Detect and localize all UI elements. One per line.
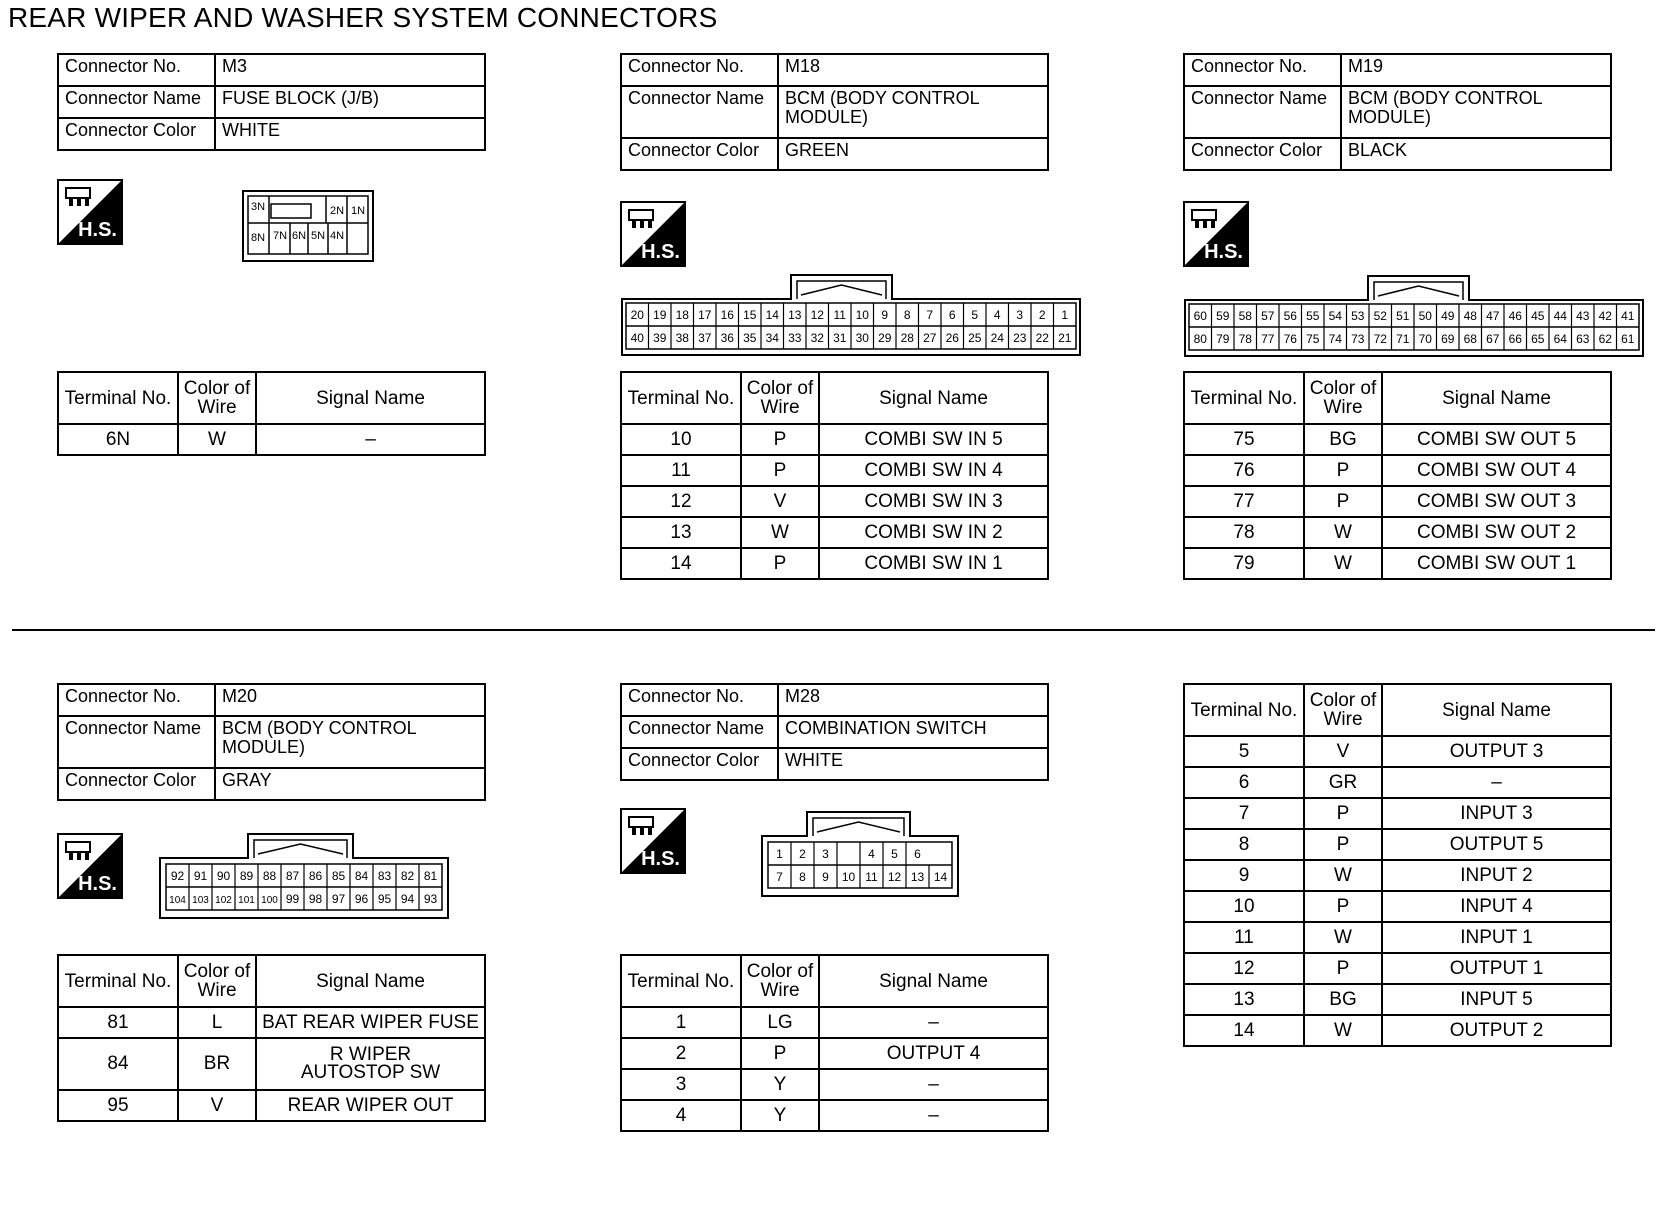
table-row: 14 W OUTPUT 2 (1184, 1015, 1611, 1046)
connector-info-m19 (1183, 53, 1612, 171)
pin-label: 31 (833, 331, 847, 345)
hs-label: H.S. (1204, 241, 1243, 263)
pin-label: 4 (868, 847, 875, 861)
pin-label: 94 (400, 892, 415, 906)
pin-label: 5N (310, 230, 326, 242)
pin-label: 24 (990, 331, 1004, 345)
terminal-no-header: Terminal No. (621, 372, 741, 424)
pin-label: 10 (841, 870, 856, 884)
terminal-table-m28-a (620, 954, 1049, 1132)
connector-pinout (1183, 274, 1645, 358)
pin-label: 6N (291, 230, 307, 242)
connector-name-value: COMBINATION SWITCH (778, 716, 1048, 748)
hs-badge-m20 (57, 833, 123, 899)
connector-face-m19 (1183, 274, 1645, 358)
pin-label: 50 (1418, 309, 1432, 323)
pin-label: 28 (900, 331, 914, 345)
pin-label: 97 (331, 892, 346, 906)
pin-label: 5 (891, 847, 898, 861)
pin-label: 75 (1306, 332, 1320, 346)
terminal-no-header: Terminal No. (1184, 372, 1304, 424)
pin-label: 93 (423, 892, 438, 906)
pin-label: 76 (1283, 332, 1297, 346)
table-row: 13 W COMBI SW IN 2 (621, 517, 1048, 548)
connector-color-value: WHITE (215, 118, 485, 150)
connector-color-value: WHITE (778, 748, 1048, 780)
pin-label: 3 (822, 847, 829, 861)
pin-label: 40 (630, 331, 644, 345)
terminal-table-m19 (1183, 371, 1612, 580)
pin-label: 92 (170, 869, 185, 883)
connector-name-value: FUSE BLOCK (J/B) (215, 86, 485, 118)
pin-label: 6 (914, 847, 921, 861)
pin-label: 35 (743, 331, 757, 345)
pin-label: 62 (1598, 332, 1612, 346)
connector-plug-icon (64, 186, 94, 208)
pin-label: 32 (810, 331, 824, 345)
pin-label: 4N (329, 230, 345, 242)
connector-color-value: BLACK (1341, 138, 1611, 170)
pin-label: 86 (308, 869, 323, 883)
pin-label: 2 (1038, 308, 1046, 322)
pin-label: 83 (377, 869, 392, 883)
pin-label: 57 (1261, 309, 1275, 323)
pin-label: 14 (765, 308, 779, 322)
terminal-no-header: Terminal No. (621, 955, 741, 1007)
pin-label: 14 (933, 870, 948, 884)
pin-label: 59 (1216, 309, 1230, 323)
connector-no-value: M19 (1341, 54, 1611, 86)
pin-label: 1 (1061, 308, 1069, 322)
pin-label: 54 (1328, 309, 1342, 323)
connector-color-value: GREEN (778, 138, 1048, 170)
pin-label: 22 (1035, 331, 1049, 345)
pin-label: 12 (887, 870, 902, 884)
table-row: 1 LG – (621, 1007, 1048, 1038)
connector-name-label: Connector Name (621, 86, 778, 138)
table-row: 81 L BAT REAR WIPER FUSE (58, 1007, 485, 1038)
pin-label: 81 (423, 869, 438, 883)
terminal-table-m3 (57, 371, 486, 456)
pin-label: 102 (215, 895, 232, 906)
pin-label: 48 (1463, 309, 1477, 323)
pin-label: 15 (743, 308, 757, 322)
pin-label: 34 (765, 331, 779, 345)
table-row: 84 BR R WIPER AUTOSTOP SW (58, 1038, 485, 1090)
pin-label: 85 (331, 869, 346, 883)
pin-label: 2 (799, 847, 806, 861)
pin-label: 56 (1283, 309, 1297, 323)
table-row: 14 P COMBI SW IN 1 (621, 548, 1048, 579)
pin-label: 42 (1598, 309, 1612, 323)
pin-label: 29 (878, 331, 892, 345)
pin-label: 1 (776, 847, 783, 861)
pin-label: 44 (1553, 309, 1567, 323)
pin-label: 8N (250, 232, 266, 244)
connector-name-label: Connector Name (58, 86, 215, 118)
pin-label: 27 (923, 331, 937, 345)
connector-color-label: Connector Color (621, 748, 778, 780)
table-row: 12 V COMBI SW IN 3 (621, 486, 1048, 517)
table-row: 75 BG COMBI SW OUT 5 (1184, 424, 1611, 455)
hs-label: H.S. (641, 848, 680, 870)
connector-no-label: Connector No. (1184, 54, 1341, 86)
terminal-table-m18 (620, 371, 1049, 580)
signal-name-header: Signal Name (256, 955, 485, 1007)
pin-label: 77 (1261, 332, 1275, 346)
pin-label: 103 (192, 895, 209, 906)
table-row: 11 P COMBI SW IN 4 (621, 455, 1048, 486)
pin-label: 6 (948, 308, 956, 322)
pin-label: 82 (400, 869, 415, 883)
connector-no-value: M28 (778, 684, 1048, 716)
table-row: 9 W INPUT 2 (1184, 860, 1611, 891)
pin-label: 63 (1576, 332, 1590, 346)
wire-color-header: Color of Wire (1304, 684, 1382, 736)
pin-label: 74 (1328, 332, 1342, 346)
connector-face-m3 (242, 190, 374, 264)
signal-name-header: Signal Name (1382, 372, 1611, 424)
table-row: 13 BG INPUT 5 (1184, 984, 1611, 1015)
table-row: 8 P OUTPUT 5 (1184, 829, 1611, 860)
pin-label: 58 (1238, 309, 1252, 323)
connector-info-m18 (620, 53, 1049, 171)
pin-label: 49 (1441, 309, 1455, 323)
pin-label: 8 (903, 308, 911, 322)
connector-name-value: BCM (BODY CONTROL MODULE) (215, 716, 485, 768)
pin-label: 100 (261, 895, 278, 906)
pin-label: 84 (354, 869, 369, 883)
pin-label: 46 (1508, 309, 1522, 323)
connector-color-label: Connector Color (1184, 138, 1341, 170)
terminal-table-m28-b (1183, 683, 1612, 1047)
pin-label: 53 (1351, 309, 1365, 323)
pin-label: 79 (1216, 332, 1230, 346)
pin-label: 20 (630, 308, 644, 322)
pin-label: 13 (910, 870, 925, 884)
pin-label: 52 (1373, 309, 1387, 323)
connector-info-m20 (57, 683, 486, 801)
table-row: 95 V REAR WIPER OUT (58, 1090, 485, 1121)
pin-label: 30 (855, 331, 869, 345)
connector-name-label: Connector Name (1184, 86, 1341, 138)
pin-label: 9 (881, 308, 889, 322)
pin-label: 19 (653, 308, 667, 322)
table-row: 79 W COMBI SW OUT 1 (1184, 548, 1611, 579)
pin-label: 21 (1058, 331, 1072, 345)
pin-label: 16 (720, 308, 734, 322)
connector-face-m20 (158, 832, 450, 920)
pin-label: 8 (799, 870, 806, 884)
pin-label: 99 (285, 892, 300, 906)
wire-color-header: Color of Wire (741, 372, 819, 424)
pin-label: 70 (1418, 332, 1432, 346)
pin-label: 41 (1621, 309, 1635, 323)
pin-label: 11 (833, 308, 846, 322)
pin-label: 66 (1508, 332, 1522, 346)
pin-label: 18 (675, 308, 689, 322)
connector-color-label: Connector Color (58, 768, 215, 800)
pin-label: 98 (308, 892, 323, 906)
pin-label: 88 (262, 869, 277, 883)
pin-label: 89 (239, 869, 254, 883)
pin-label: 69 (1441, 332, 1455, 346)
connector-name-label: Connector Name (58, 716, 215, 768)
table-row: 11 W INPUT 1 (1184, 922, 1611, 953)
connector-name-value: BCM (BODY CONTROL MODULE) (778, 86, 1048, 138)
hs-badge-m19 (1183, 201, 1249, 267)
pin-label: 80 (1193, 332, 1207, 346)
connector-pinout (760, 810, 960, 898)
hs-badge-m3 (57, 179, 123, 245)
connector-no-value: M3 (215, 54, 485, 86)
connector-name-label: Connector Name (621, 716, 778, 748)
terminal-no-header: Terminal No. (58, 955, 178, 1007)
pin-label: 104 (169, 895, 186, 906)
pin-label: 45 (1531, 309, 1545, 323)
table-row: 6 GR – (1184, 767, 1611, 798)
pin-label: 87 (285, 869, 300, 883)
connector-face-m28 (760, 810, 960, 898)
pin-label: 47 (1486, 309, 1500, 323)
m3-blank-slot (271, 204, 311, 218)
pin-label: 96 (354, 892, 369, 906)
pin-label: 39 (653, 331, 667, 345)
connector-no-label: Connector No. (621, 54, 778, 86)
connector-color-value: GRAY (215, 768, 485, 800)
pin-label: 11 (865, 870, 878, 884)
pin-label: 23 (1013, 331, 1027, 345)
table-row: 3 Y – (621, 1069, 1048, 1100)
table-row: 10 P COMBI SW IN 5 (621, 424, 1048, 455)
connector-plug-icon (627, 208, 657, 230)
pin-label: 37 (698, 331, 712, 345)
table-row: 77 P COMBI SW OUT 3 (1184, 486, 1611, 517)
connector-info-m28 (620, 683, 1049, 781)
table-row: 4 Y – (621, 1100, 1048, 1131)
pin-label: 73 (1351, 332, 1365, 346)
terminal-no-header: Terminal No. (1184, 684, 1304, 736)
pin-label: 5 (971, 308, 979, 322)
connector-plug-icon (1190, 208, 1220, 230)
hs-label: H.S. (641, 241, 680, 263)
section-divider (12, 629, 1655, 631)
pin-label: 3 (1016, 308, 1024, 322)
connector-color-label: Connector Color (621, 138, 778, 170)
connector-pinout (620, 273, 1082, 357)
pin-label: 51 (1396, 309, 1410, 323)
pin-label: 26 (945, 331, 959, 345)
connector-pinout (158, 832, 450, 920)
pin-label: 7 (776, 870, 783, 884)
terminal-table-m20 (57, 954, 486, 1122)
table-row: 5 V OUTPUT 3 (1184, 736, 1611, 767)
wire-color-header: Color of Wire (741, 955, 819, 1007)
pin-label: 36 (720, 331, 734, 345)
pin-label: 7 (926, 308, 934, 322)
pin-label: 72 (1373, 332, 1387, 346)
signal-name-header: Signal Name (819, 955, 1048, 1007)
pin-label: 2N (329, 205, 345, 217)
connector-no-label: Connector No. (621, 684, 778, 716)
wire-color-header: Color of Wire (178, 372, 256, 424)
hs-badge-m18 (620, 201, 686, 267)
pin-label: 33 (788, 331, 802, 345)
page-title: REAR WIPER AND WASHER SYSTEM CONNECTORS (8, 2, 718, 33)
pin-label: 25 (968, 331, 982, 345)
table-row: 2 P OUTPUT 4 (621, 1038, 1048, 1069)
connector-no-value: M20 (215, 684, 485, 716)
table-row: 6N W – (58, 424, 485, 455)
pin-label: 60 (1193, 309, 1207, 323)
table-row: 78 W COMBI SW OUT 2 (1184, 517, 1611, 548)
connector-info-m3 (57, 53, 486, 151)
signal-name-header: Signal Name (1382, 684, 1611, 736)
terminal-no-header: Terminal No. (58, 372, 178, 424)
pin-label: 43 (1576, 309, 1590, 323)
pin-label: 78 (1238, 332, 1252, 346)
wire-color-header: Color of Wire (1304, 372, 1382, 424)
wire-color-header: Color of Wire (178, 955, 256, 1007)
hs-label: H.S. (78, 219, 117, 241)
connector-face-m18 (620, 273, 1082, 357)
table-row: 7 P INPUT 3 (1184, 798, 1611, 829)
table-row: 76 P COMBI SW OUT 4 (1184, 455, 1611, 486)
connector-plug-icon (627, 815, 657, 837)
pin-label: 90 (216, 869, 231, 883)
connector-no-value: M18 (778, 54, 1048, 86)
pin-label: 38 (675, 331, 689, 345)
pin-label: 64 (1553, 332, 1567, 346)
table-row: 10 P INPUT 4 (1184, 891, 1611, 922)
pin-label: 9 (822, 870, 829, 884)
pin-label: 71 (1396, 332, 1410, 346)
signal-name-header: Signal Name (256, 372, 485, 424)
pin-label: 1N (350, 205, 366, 217)
hs-label: H.S. (78, 873, 117, 895)
pin-label: 13 (788, 308, 802, 322)
pin-label: 65 (1531, 332, 1545, 346)
connector-plug-icon (64, 840, 94, 862)
pin-label: 55 (1306, 309, 1320, 323)
hs-badge-m28 (620, 808, 686, 874)
connector-no-label: Connector No. (58, 684, 215, 716)
pin-label: 101 (238, 895, 255, 906)
pin-label: 67 (1486, 332, 1500, 346)
signal-name-header: Signal Name (819, 372, 1048, 424)
pin-label: 68 (1463, 332, 1477, 346)
pin-label: 61 (1621, 332, 1635, 346)
pin-label: 95 (377, 892, 392, 906)
pin-label: 17 (698, 308, 712, 322)
connector-name-value: BCM (BODY CONTROL MODULE) (1341, 86, 1611, 138)
connector-color-label: Connector Color (58, 118, 215, 150)
pin-label: 10 (855, 308, 869, 322)
pin-label: 7N (272, 230, 288, 242)
pin-label: 91 (193, 869, 208, 883)
connector-no-label: Connector No. (58, 54, 215, 86)
pin-label: 3N (250, 201, 266, 213)
table-row: 12 P OUTPUT 1 (1184, 953, 1611, 984)
pin-label: 12 (810, 308, 824, 322)
pin-label: 4 (993, 308, 1001, 322)
